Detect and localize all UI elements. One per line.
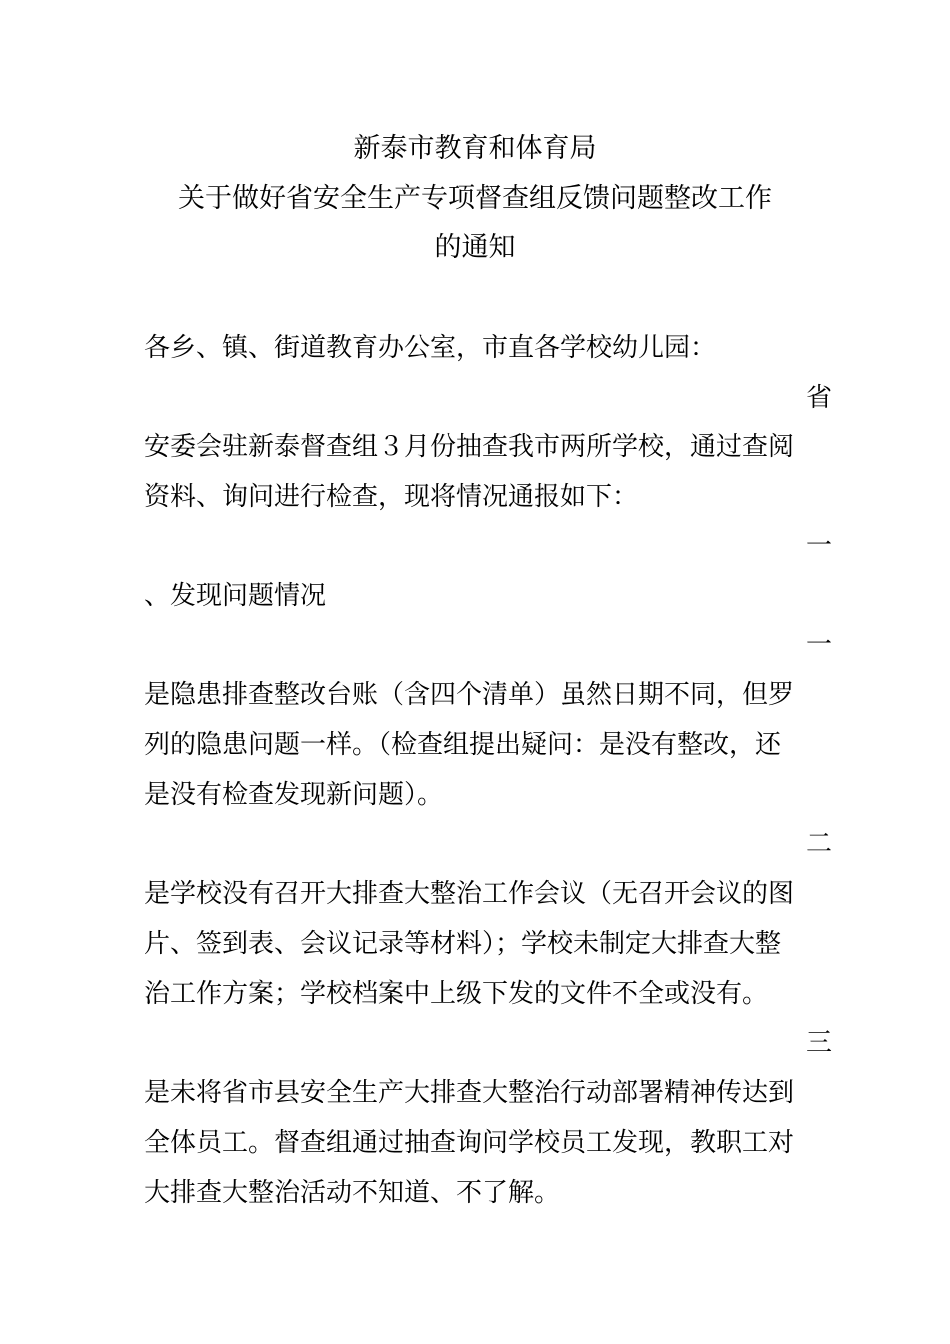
section-heading-lead-char: 一 [805,531,832,561]
intro-lead-char: 省 [805,383,832,413]
item-2-line: 是学校没有召开大排查大整治工作会议（无召开会议的图 [144,879,795,909]
item-2-line: 治工作方案；学校档案中上级下发的文件不全或没有。 [144,979,769,1009]
title-line-1: 新泰市教育和体育局 [353,133,597,164]
item-3-lead-char: 三 [805,1028,832,1058]
intro-line: 资料、询问进行检查，现将情况通报如下： [144,482,639,512]
title-line-2: 关于做好省安全生产专项督查组反馈问题整改工作 [178,183,772,214]
intro-line: 安委会驻新泰督查组３月份抽查我市两所学校，通过查阅 [144,432,795,462]
item-3-line: 大排查大整治活动不知道、不了解。 [144,1178,561,1208]
salutation: 各乡、镇、街道教育办公室，市直各学校幼儿园： [144,333,717,363]
item-2-line: 片、签到表、会议记录等材料）；学校未制定大排查大整 [144,929,782,959]
item-1-line: 列的隐患问题一样。（检查组提出疑问：是没有整改，还 [144,730,782,760]
item-3-line: 是未将省市县安全生产大排查大整治行动部署精神传达到 [144,1078,795,1108]
item-2-lead-char: 二 [805,829,832,859]
item-3-line: 全体员工。督查组通过抽查询问学校员工发现，教职工对 [144,1128,795,1158]
title-line-3: 的通知 [434,232,516,263]
section-heading: 、发现问题情况 [144,581,327,611]
item-1-line: 是隐患排查整改台账（含四个清单）虽然日期不同，但罗 [144,680,795,710]
item-1-lead-char: 一 [805,630,832,660]
item-1-line: 是没有检查发现新问题）。 [144,780,444,810]
